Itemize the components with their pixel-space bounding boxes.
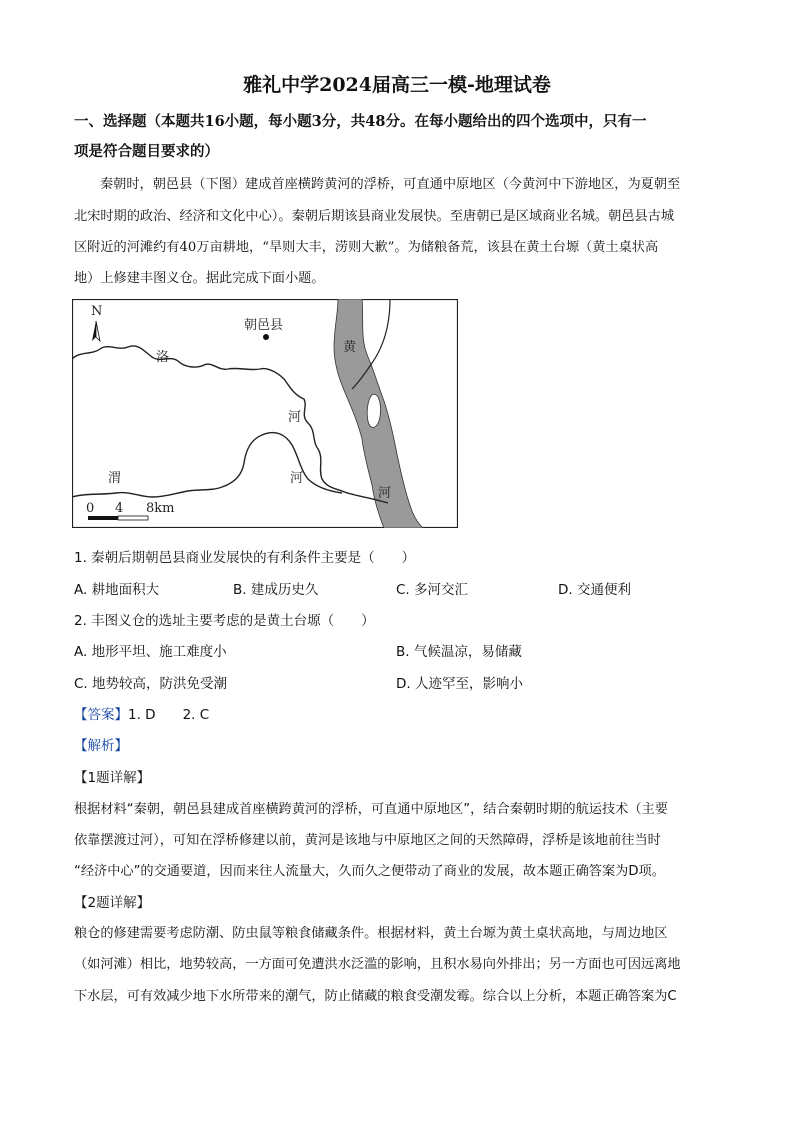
analysis-label: 【解析】	[74, 738, 128, 754]
yellow-river-label-1: 黄	[343, 340, 357, 355]
material-line-4: 地）上修建丰图义仓。据此完成下面小题。	[74, 271, 325, 286]
detail-2-line-1: 粮仓的修建需要考虑防潮、防虫鼠等粮食储藏条件。根据材料，黄土台塬为黄土桌状高地，与周边地区	[74, 926, 668, 941]
material-line-1: 秦朝时，朝邑县（下图）建成首座横跨黄河的浮桥，可直通中原地区（今黄河中下游地区，为夏朝至	[100, 177, 681, 192]
answer-text: 1. D 2. C	[128, 707, 210, 723]
detail-1-line-2: 依靠摆渡过河），可知在浮桥修建以前，黄河是该地与中原地区之间的天然障碍，浮桥是该地前往当时	[74, 833, 661, 848]
question-2-option-d: D. 人迹罕至，影响小	[396, 676, 523, 692]
scale-label-8km: 8km	[146, 501, 175, 516]
wei-river-label-2: 河	[290, 471, 304, 486]
answer-row	[74, 703, 209, 723]
yellow-river-island	[367, 394, 380, 427]
county-point-icon	[263, 334, 269, 340]
wei-river-label-1: 渭	[108, 471, 122, 486]
north-label: N	[91, 304, 103, 319]
luo-river-label-2: 河	[288, 410, 302, 425]
region-map	[72, 299, 458, 528]
yellow-river-label-2: 河	[378, 486, 392, 501]
scale-bar	[88, 516, 148, 520]
question-2-option-c: C. 地势较高，防洪免受潮	[74, 676, 228, 692]
detail-2-label: 【2题详解】	[74, 895, 151, 911]
question-2-option-b: B. 气候温凉，易储藏	[396, 644, 522, 660]
section-heading-line-1: 一、选择题（本题共16小题，每小题3分，共48分。在每小题给出的四个选项中，只有一	[74, 113, 647, 130]
page-title: 雅礼中学2024届高三一模-地理试卷	[243, 74, 551, 96]
county-label: 朝邑县	[244, 318, 284, 333]
material-line-3: 区附近的河滩约有40万亩耕地，“旱则大丰，涝则大歉”。为储粮备荒，该县在黄土台塬（黄土桌状高	[74, 240, 659, 255]
section-heading-line-2: 项是符合题目要求的）	[74, 143, 219, 160]
scale-label-0: 0	[86, 501, 95, 516]
question-1-option-d: D. 交通便利	[558, 582, 631, 598]
detail-1-line-1: 根据材料“秦朝，朝邑县建成首座横跨黄河的浮桥，可直通中原地区”，结合秦朝时期的航运技术（主要	[74, 802, 668, 817]
question-2-option-a: A. 地形平坦、施工难度小	[74, 644, 227, 660]
question-1-stem: 1. 秦朝后期朝邑县商业发展快的有利条件主要是（ ）	[74, 550, 416, 566]
detail-1-label: 【1题详解】	[74, 770, 151, 786]
answer-label: 【答案】	[74, 707, 128, 723]
detail-2-line-3: 下水层，可有效减少地下水所带来的潮气，防止储藏的粮食受潮发霉。综合以上分析，本题正确答案为C	[74, 989, 677, 1004]
question-2-stem: 2. 丰图义仓的选址主要考虑的是黄土台塬（ ）	[74, 613, 375, 629]
material-line-2: 北宋时期的政治、经济和文化中心）。秦朝后期该县商业发展快。至唐朝已是区域商业名城。朝邑县古城	[74, 209, 675, 224]
detail-1-line-3: “经济中心”的交通要道，因而来往人流量大，久而久之便带动了商业的发展，故本题正确答案为D项。	[74, 864, 665, 879]
question-1-option-a: A. 耕地面积大	[74, 582, 160, 598]
scale-label-4: 4	[115, 501, 124, 516]
detail-2-line-2: （如河滩）相比，地势较高，一方面可免遭洪水泛滥的影响，且积水易向外排出；另一方面也可因远离地	[74, 957, 681, 972]
question-1-option-c: C. 多河交汇	[396, 582, 469, 598]
luo-river-label-1: 洛	[156, 350, 170, 365]
question-1-option-b: B. 建成历史久	[233, 582, 319, 598]
